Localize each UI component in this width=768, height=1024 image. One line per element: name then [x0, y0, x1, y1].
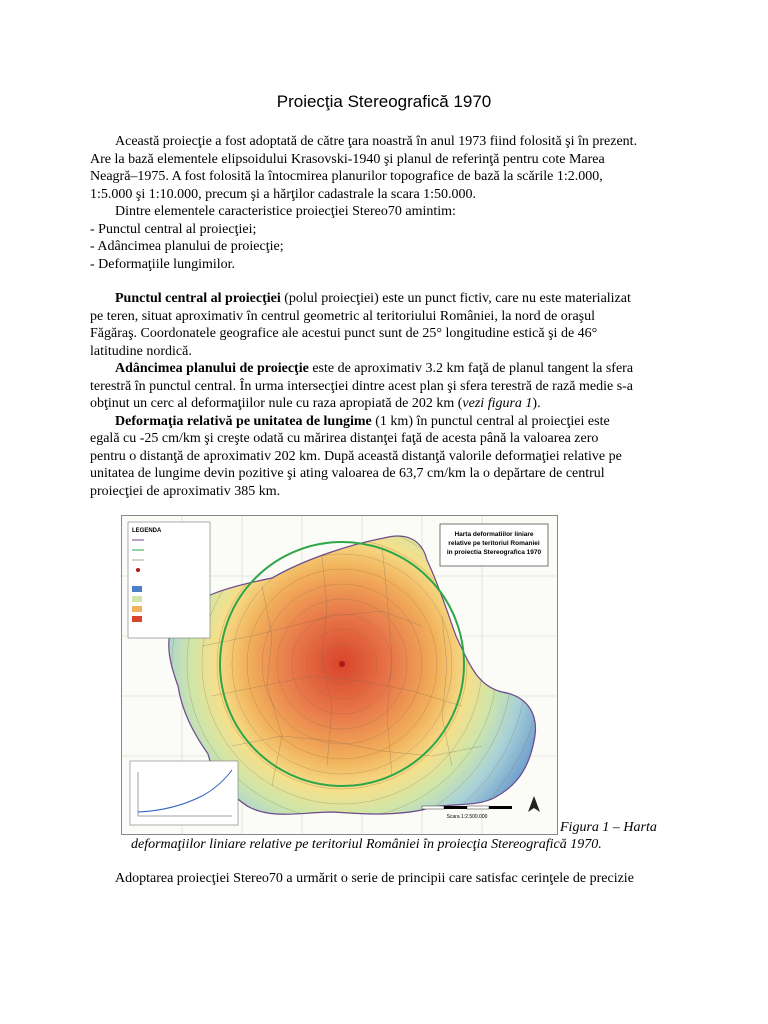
map-title-line: in proiectia Stereografica 1970	[446, 549, 542, 556]
paragraph-line: unitatea de lungime devin pozitive şi ating valoarea de 63,7 cm/km la o depărtare de centrul	[90, 466, 605, 481]
figure-reference: vezi figura 1	[462, 396, 533, 411]
paragraph-line: Făgăraş. Coordonatele geografice ale acestui punct sunt de 25° longitudine estică şi de 46°	[90, 326, 598, 341]
paragraph-line: Neagră–1975. A fost folosită la întocmirea planurilor topografice de bază la scările 1:2.000,	[90, 169, 603, 184]
paragraph-line: obţinut un cerc al deformaţiilor nule cu raza apropiată de 202 km (vezi figura 1).	[90, 396, 541, 411]
scale-label: Scara 1:2.500.000	[446, 814, 488, 820]
paragraph-line: Adâncimea planului de proiecţie este de aproximativ 3.2 km faţă de planul tangent la sfera	[115, 361, 634, 376]
map-legend	[128, 522, 210, 638]
map-title-line: relative pe teritoriul Romaniei	[448, 540, 540, 547]
list-intro: Dintre elementele caracteristice proiecţiei Stereo70 amintim:	[115, 204, 456, 219]
section-heading: Adâncimea planului de proiecţie	[115, 361, 309, 376]
paragraph-line: pentru o distanţă de aproximativ 202 km. După această distanţă valorile deformaţiei relative pe	[90, 448, 622, 464]
paragraph-line: proiecţiei de aproximativ 385 km.	[90, 483, 281, 499]
figure-caption: deformaţiilor liniare relative pe teritoriul României în proiecţia Stereografică 1970.	[131, 837, 602, 852]
map-title-box	[440, 524, 548, 566]
paragraph-line: Această proiecţie a fost adoptată de către ţara noastră în anul 1973 fiind folosită şi în prezent.	[115, 134, 638, 149]
paragraph-line: Punctul central al proiecţiei (polul proiecţiei) este un punct fictiv, care nu este materializat	[115, 291, 631, 306]
paragraph-line: pe teren, situat aproximativ în centrul geometric al teritoriului României, la nord de oraşul	[90, 308, 596, 324]
section-heading: Punctul central al proiecţiei	[115, 291, 281, 306]
closing-paragraph: Adoptarea proiecţiei Stereo70 a urmărit o serie de principii care satisfac cerinţele de precizie	[115, 871, 634, 886]
figure-caption: Figura 1 – Harta	[560, 820, 657, 835]
paragraph-line: 1:5.000 şi 1:10.000, precum şi a hărţilor cadastrale la scara 1:50.000.	[90, 186, 477, 202]
list-item: - Punctul central al proiecţiei;	[90, 221, 257, 237]
deformation-map-figure	[121, 515, 558, 835]
paragraph-line: terestră în punctul central. În urma intersecţiei dintre acest plan şi sfera terestră de rază medie s-a	[90, 378, 634, 394]
paragraph-line: egală cu -25 cm/km şi creşte odată cu mărirea distanţei faţă de acesta până la valoarea zero	[90, 431, 599, 446]
paragraph-line: Are la bază elementele elipsoidului Krasovski-1940 şi planul de referinţă pentru cote Marea	[90, 151, 605, 167]
map-title-line: Harta deformatiilor liniare	[454, 531, 534, 538]
projection-center-point	[339, 661, 345, 667]
legend-title: LEGENDA	[132, 528, 162, 534]
paragraph-line: Deformaţia relativă pe unitatea de lungime (1 km) în punctul central al proiecţiei este	[115, 413, 610, 429]
list-item: - Deformaţiile lungimilor.	[90, 256, 236, 272]
paragraph-line: latitudine nordică.	[90, 343, 192, 359]
document-body	[90, 133, 674, 500]
page-title: Proiecţia Stereografică 1970	[276, 92, 492, 111]
section-heading: Deformaţia relativă pe unitatea de lungime	[115, 413, 372, 429]
inset-graph	[130, 761, 238, 825]
list-item: - Adâncimea planului de proiecţie;	[90, 239, 284, 254]
romania-deformation-map	[122, 516, 557, 834]
